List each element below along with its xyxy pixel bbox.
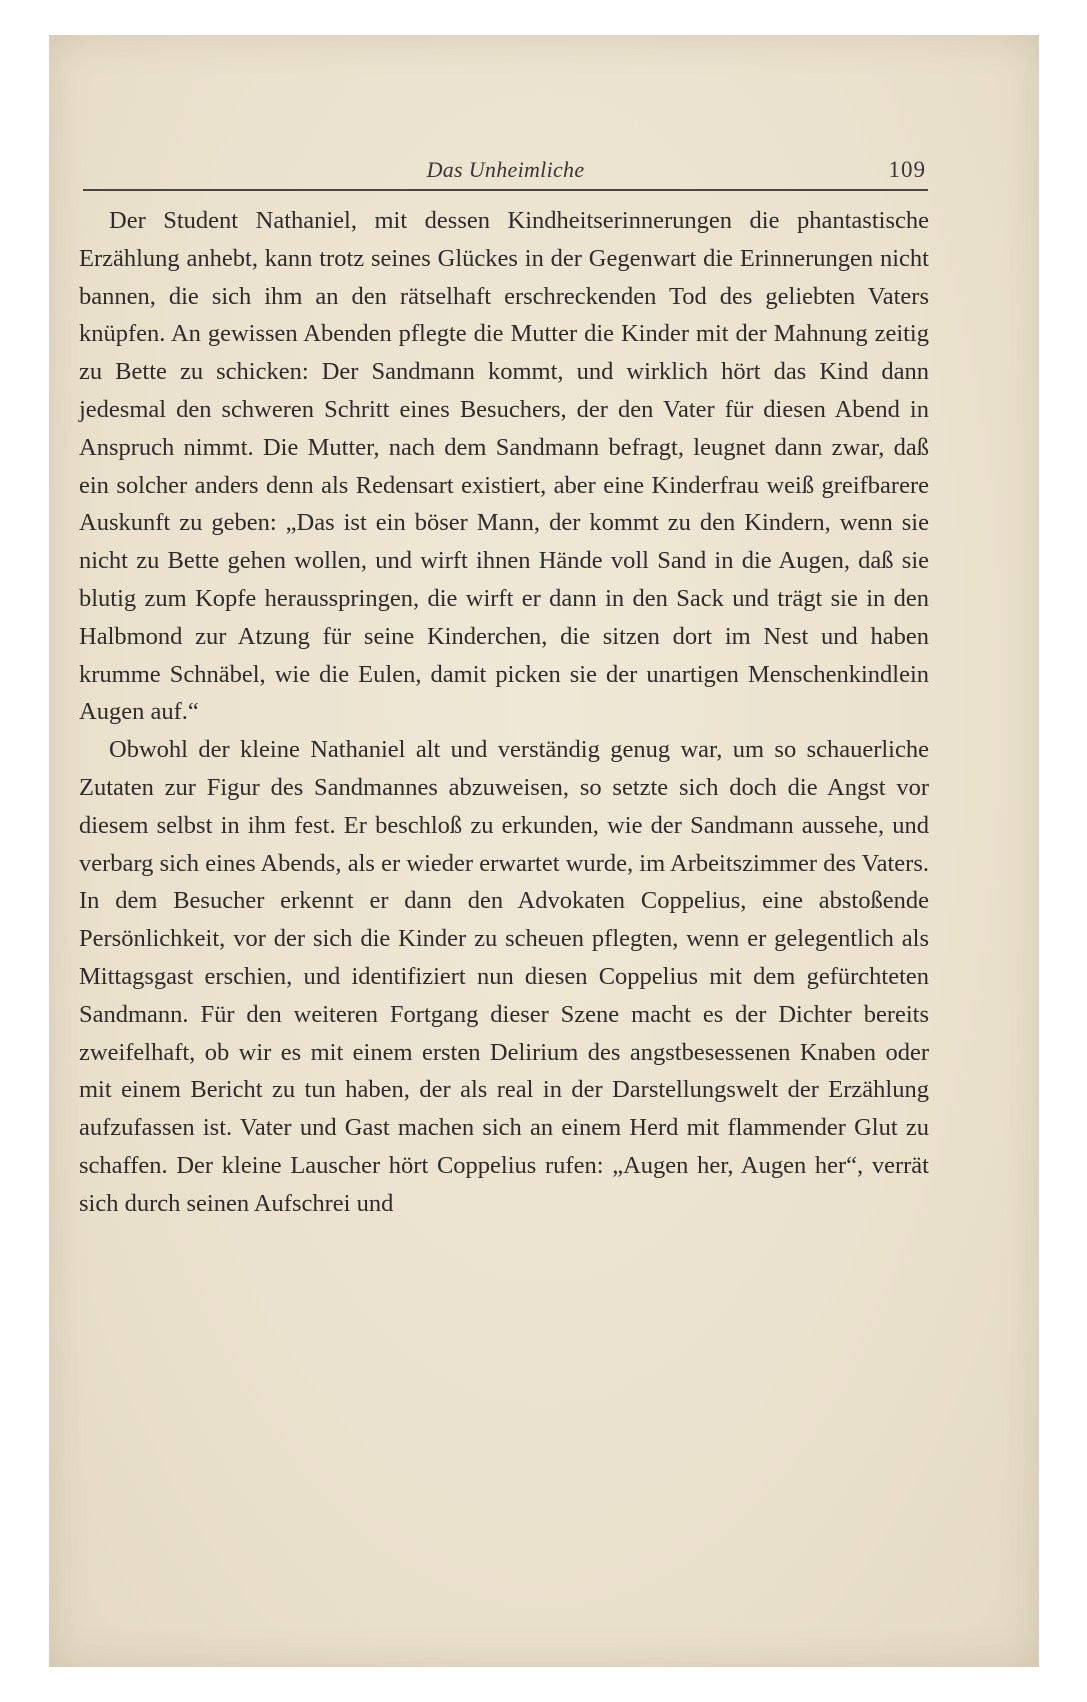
- page-header: [83, 153, 928, 191]
- body-text: [79, 202, 929, 1223]
- running-title: Das Unheimliche: [426, 157, 585, 182]
- paragraph-2: Obwohl der kleine Nathaniel alt und verständig genug war, um so schauerliche Zutaten zur Figur des Sandmannes abzuweisen, so setzte sich doch die Angst vor diesem selbst in ihm fest. Er beschloß zu erkunden, wie der Sandmann aussehe, und verbarg sich eines Abends, als er wieder erwartet wurde, im Arbeitszimmer des Vaters. In dem Besucher erkennt er dann den Advokaten Coppelius, eine abstoßende Persönlichkeit, vor der sich die Kinder zu scheuen pflegten, wenn er gelegentlich als Mittagsgast erschien, und identifiziert nun diesen Coppelius mit dem gefürchteten Sandmann. Für den weiteren Fortgang dieser Szene macht es der Dichter bereits zweifelhaft, ob wir es mit einem ersten Delirium des angstbesessenen Knaben oder mit einem Bericht zu tun haben, der als real in der Darstellungswelt der Erzählung aufzufassen ist. Vater und Gast machen sich an einem Herd mit flammender Glut zu schaffen. Der kleine Lauscher hört Coppelius rufen: „Augen her, Augen her“, verrät sich durch seinen Aufschrei und: [79, 736, 929, 1217]
- page-number: 109: [888, 157, 926, 182]
- book-page: [49, 35, 1039, 1667]
- paragraph-1: Der Student Nathaniel, mit dessen Kindheitserinnerungen die phantastische Erzählung anhebt, kann trotz seines Glückes in der Gegenwart die Erinnerungen nicht bannen, die sich ihm an den rätselhaft erschreckenden Tod des geliebten Vaters knüpfen. An gewissen Abenden pflegte die Mutter die Kinder mit der Mahnung zeitig zu Bette zu schicken: Der Sandmann kommt, und wirklich hört das Kind dann jedesmal den schweren Schritt eines Besuchers, der den Vater für diesen Abend in Anspruch nimmt. Die Mutter, nach dem Sandmann befragt, leugnet dann zwar, daß ein solcher anders denn als Redensart existiert, aber eine Kinderfrau weiß greifbarere Auskunft zu geben: „Das ist ein böser Mann, der kommt zu den Kindern, wenn sie nicht zu Bette gehen wollen, und wirft ihnen Hände voll Sand in die Augen, daß sie blutig zum Kopfe herausspringen, die wirft er dann in den Sack und trägt sie in den Halbmond zur Atzung für seine Kinderchen, die sitzen dort im Nest und haben krumme Schnäbel, wie die Eulen, damit picken sie der unartigen Menschenkindlein Augen auf.“: [79, 207, 929, 726]
